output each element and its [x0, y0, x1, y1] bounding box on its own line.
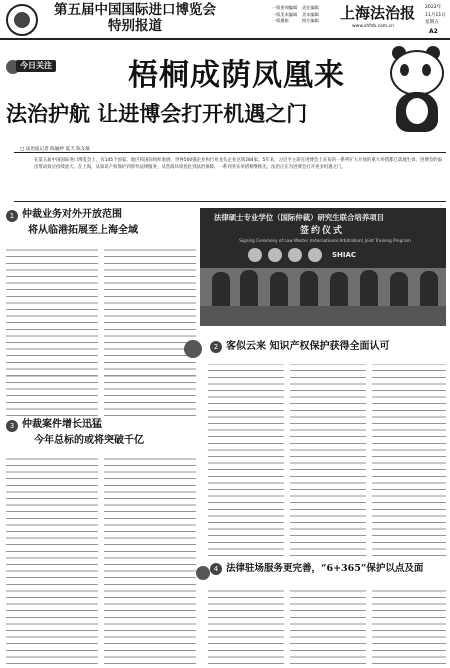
photo-banner-en: Signing Ceremony of Law Master (International Arbitration) Joint Training Program	[239, 238, 411, 243]
info-left-2: 一版美术编辑	[272, 11, 298, 17]
info-left-1: 一版要闻编辑	[272, 5, 298, 10]
section-3-text-col-a	[6, 456, 98, 664]
section-3-heading	[6, 418, 196, 452]
photo-banner-line1: 法律硕士专业学位（国际仲裁）研究生联合培养项目	[214, 213, 384, 222]
ceremony-photo	[200, 208, 446, 326]
section-1-title-line2: 将从临港拓展至上海全域	[28, 225, 138, 236]
university-logo-icon	[268, 248, 282, 262]
expo-title-line1: 第五届中国国际进口博览会	[54, 2, 216, 18]
section-4-text-col-a	[208, 586, 284, 664]
intro-paragraph: 在第五届中国国际进口博览会上，有145个国家、地区和国际组织参展，世界500强企业和行业龙头企业达到284家。5年来，习近平主席在进博会上宣布的一系列扩大开放的重大举措都已落地生效，进博会的溢出带动效应持续放大。在上海，从知识产权保护到涉外法律服务，从营商环境优化到法治保障，一系列务实举措相继推出，法治正在为进博会打开更多机遇之门。	[34, 158, 442, 170]
shiac-logo: SHIAC	[332, 251, 357, 259]
section-4-text-col-c	[372, 586, 446, 664]
section-3-title-line2: 今年总标的或将突破千亿	[34, 435, 144, 446]
date-day: 11月11日	[425, 12, 446, 18]
info-left-3: 一版摄影	[272, 18, 289, 23]
info-right-2: 美术编辑	[302, 11, 319, 17]
section-1-number-icon: 1	[6, 210, 18, 222]
flower-ornament-icon	[196, 566, 210, 580]
date-block	[425, 4, 446, 27]
expo-title	[54, 2, 274, 34]
university-logo-icon	[288, 248, 302, 262]
info-right-3: 图片编辑	[302, 18, 319, 23]
section-2-text-col-a	[208, 364, 284, 556]
newspaper-name: 上海法治报	[340, 4, 416, 22]
section-3-text-col-b	[104, 456, 196, 664]
editor-info-right	[302, 5, 319, 25]
expo-title-line2: 特别报道	[108, 18, 162, 34]
section-2-text-col-c	[372, 364, 446, 556]
website: www.shfzb.com.cn	[352, 24, 394, 29]
section-1-text-col-c	[6, 376, 98, 416]
section-1-text-col-d	[104, 376, 196, 416]
section-1-text-col-a	[6, 244, 98, 376]
section-tag-label: 今日关注	[16, 60, 56, 72]
byline: □ 法治报记者 陈颖婷 夏天 陈友敏	[20, 147, 90, 152]
university-logo-icon	[248, 248, 262, 262]
panda-mascot-icon	[386, 42, 448, 138]
editor-info-left	[272, 5, 297, 25]
section-1-text-col-b	[104, 244, 196, 376]
page-number: A2	[429, 28, 438, 35]
byline-rule	[14, 152, 446, 153]
section-4-heading	[210, 562, 446, 578]
weekday: 星期五	[425, 20, 439, 25]
section-1-title-line1: 仲裁业务对外开放范围	[22, 209, 122, 220]
photo-banner-line2: 签约仪式	[300, 226, 345, 236]
section-4-title: 法律驻场服务更完善，“6+365”保护以点及面	[226, 563, 424, 574]
section-2-heading	[210, 340, 446, 356]
section-2-text-col-b	[290, 364, 366, 556]
section-2-title: 客似云来 知识产权保护获得全面认可	[226, 341, 390, 352]
section-tag	[6, 58, 66, 74]
section-4-number-icon: 4	[210, 563, 222, 575]
masthead	[0, 0, 450, 40]
headline-sub: 法治护航 让进博会打开机遇之门	[6, 101, 308, 126]
date-year: 2022年	[425, 5, 442, 10]
section-3-title-line1: 仲裁案件增长迅猛	[22, 419, 102, 430]
section-3-number-icon: 3	[6, 420, 18, 432]
info-right-1: 责任编辑	[302, 5, 319, 10]
section-4-text-col-b	[290, 586, 366, 664]
intro-rule	[14, 201, 446, 202]
expo-badge-icon	[6, 4, 38, 36]
masthead-divider	[0, 38, 450, 40]
section-2-number-icon: 2	[210, 341, 222, 353]
headline-main: 梧桐成荫凤凰来	[128, 58, 345, 93]
university-logo-icon	[308, 248, 322, 262]
flower-ornament-icon	[184, 340, 202, 358]
